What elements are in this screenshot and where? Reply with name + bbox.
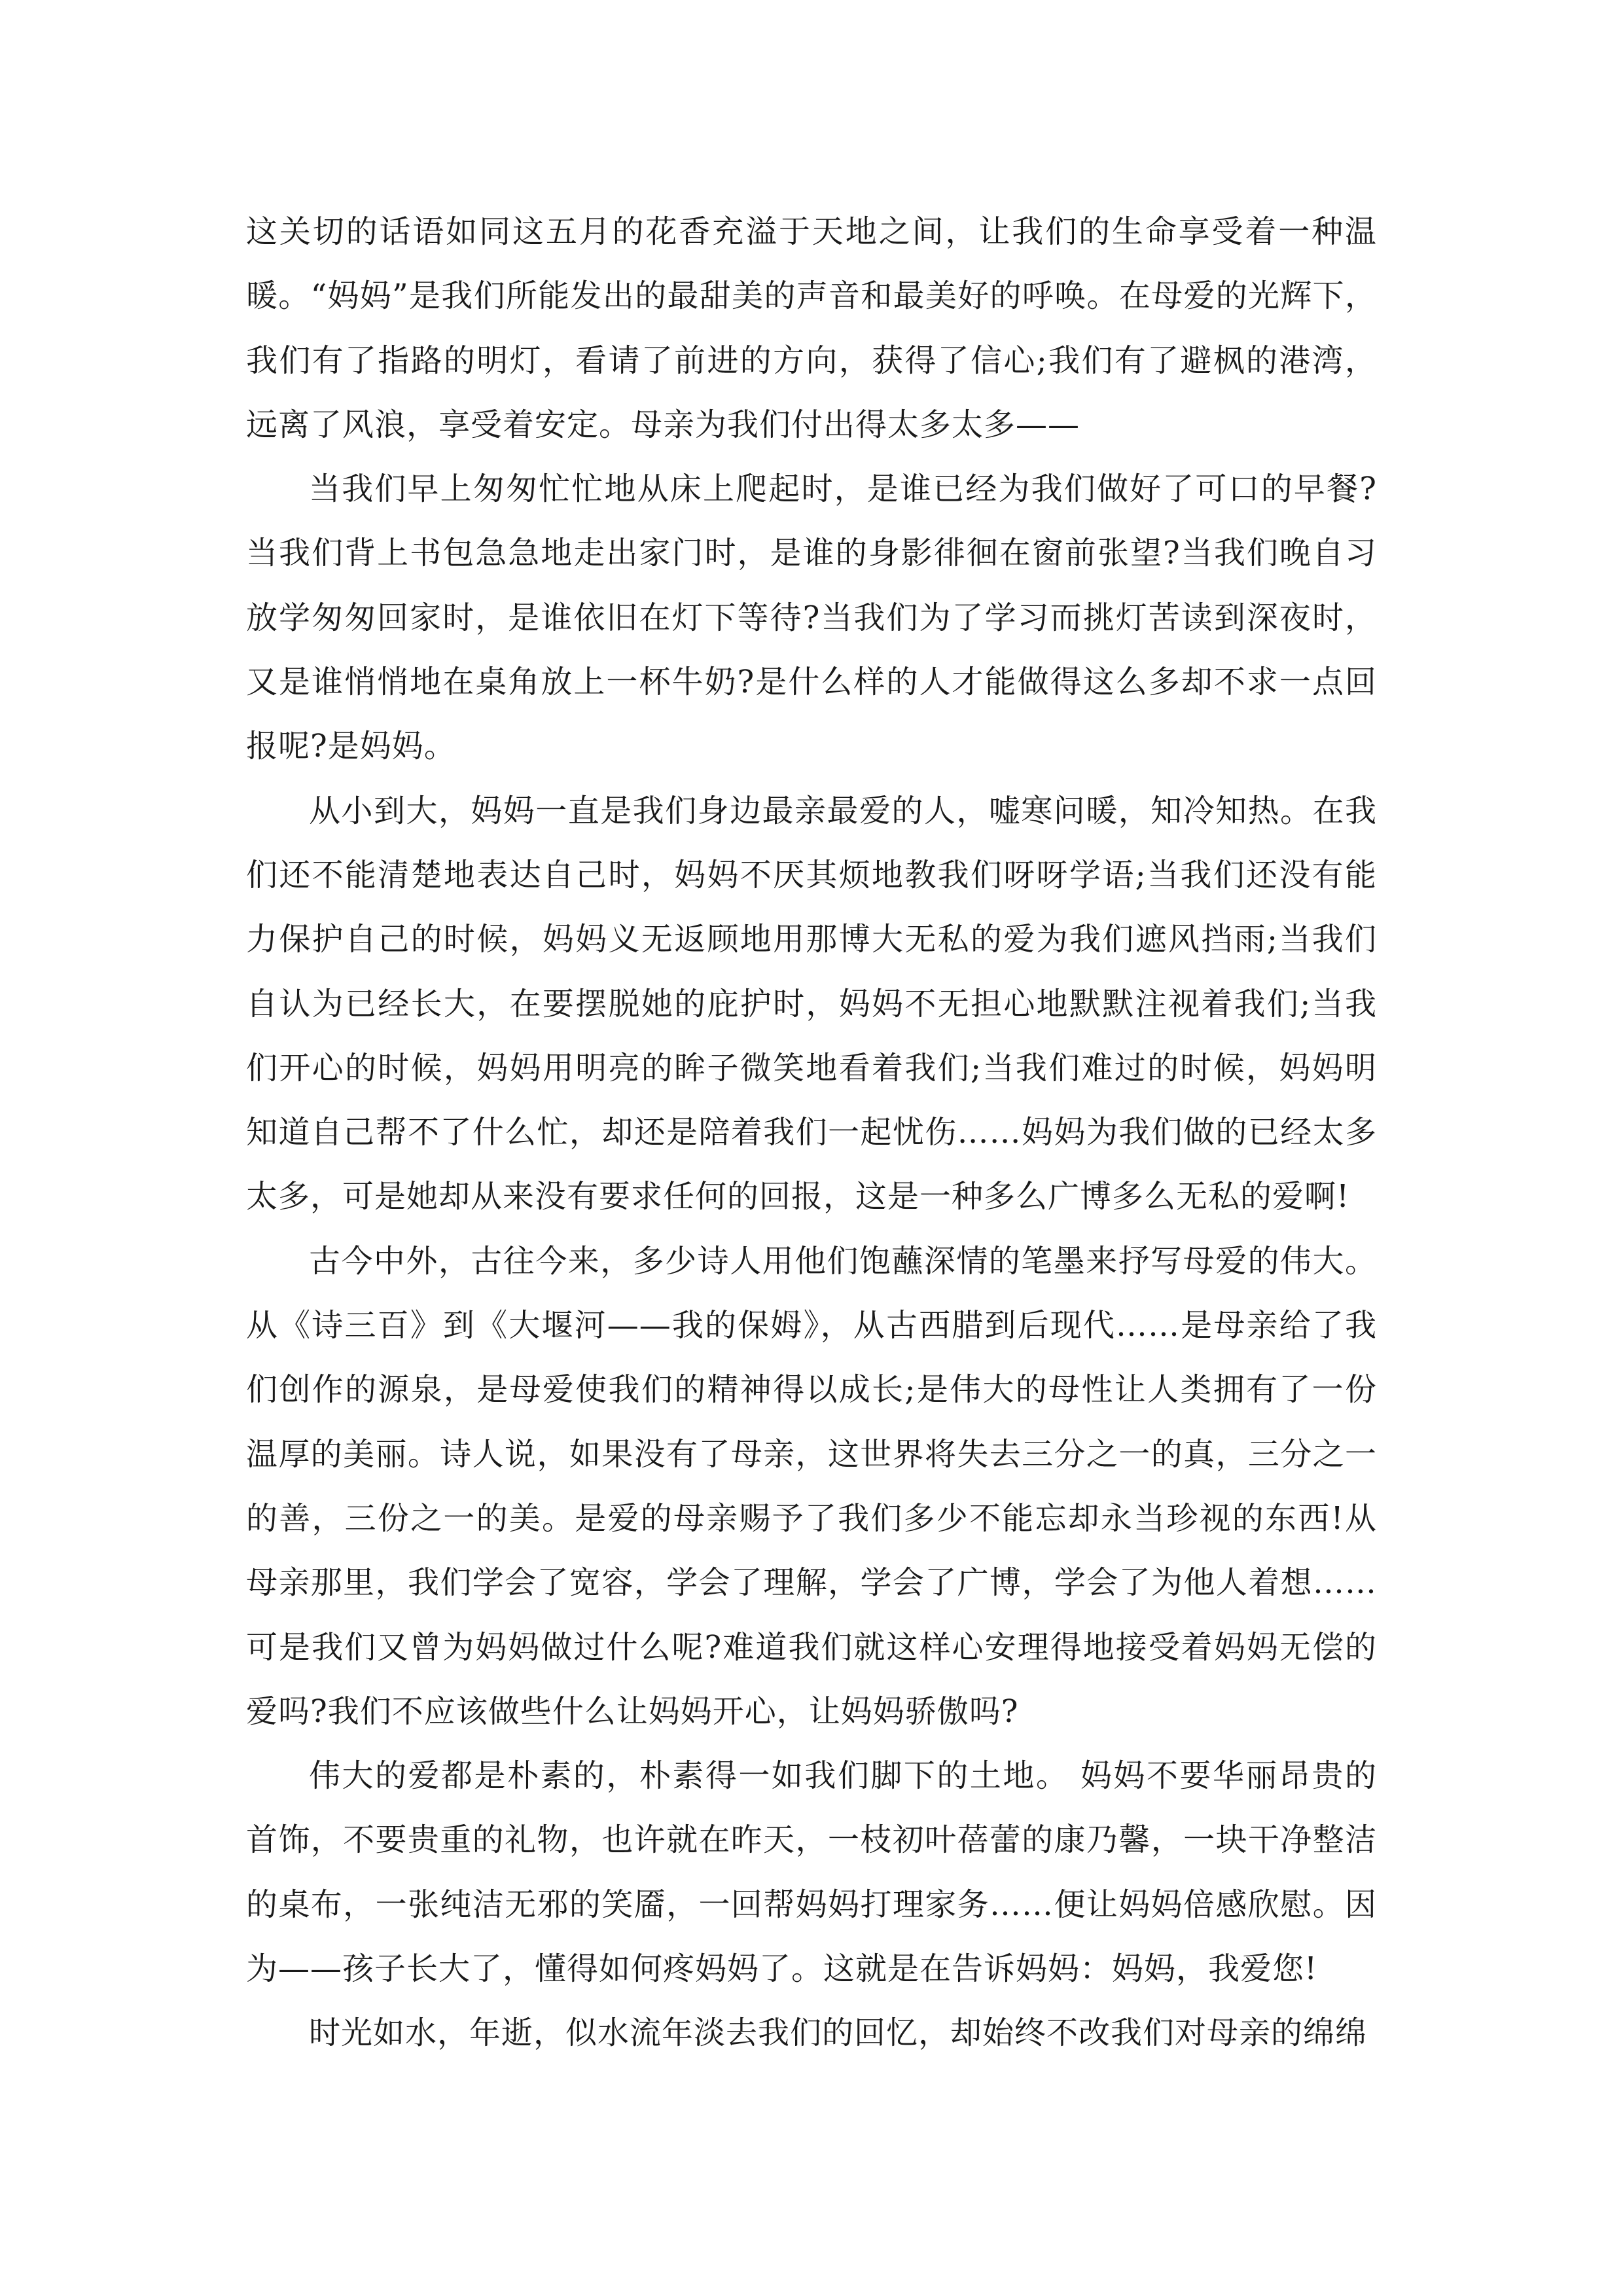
paragraph-2: 当我们早上匆匆忙忙地从床上爬起时，是谁已经为我们做好了可口的早餐?当我们背上书包急急地走出家门时，是谁的身影徘徊在窗前张望?当我们晚自习放学匆匆回家时，是谁依旧在灯下等待?当我们为了学习而挑灯苦读到深夜时，又是谁悄悄地在桌角放上一杯牛奶?是什么样的人才能做得这么多却不求一点回报呢?是妈妈。 bbox=[246, 471, 1377, 765]
paragraph-1: 这关切的话语如同这五月的花香充溢于天地之间，让我们的生命享受着一种温暖。“妈妈”是我们所能发出的最甜美的声音和最美好的呼唤。在母爱的光辉下，我们有了指路的明灯，看请了前进的方向，获得了信心;我们有了避枫的港湾，远离了风浪，享受着安定。母亲为我们付出得太多太多—— bbox=[246, 213, 1377, 443]
paragraph-4: 古今中外，古往今来，多少诗人用他们饱蘸深情的笔墨来抒写母爱的伟大。从《诗三百》到《大堰河——我的保姆》，从古西腊到后现代……是母亲给了我们创作的源泉，是母爱使我们的精神得以成长;是伟大的母性让人类拥有了一份温厚的美丽。诗人说，如果没有了母亲，这世界将失去三分之一的真，三分之一的善，三份之一的美。是爱的母亲赐予了我们多少不能忘却永当珍视的东西!从母亲那里，我们学会了宽容，学会了理解，学会了广博，学会了为他人着想……可是我们又曾为妈妈做过什么呢?难道我们就这样心安理得地接受着妈妈无偿的爱吗?我们不应该做些什么让妈妈开心，让妈妈骄傲吗? bbox=[246, 1242, 1377, 1730]
paragraph-6: 时光如水，年逝，似水流年淡去我们的回忆，却始终不改我们对母亲的绵绵 bbox=[309, 2015, 1368, 2052]
paragraph-5: 伟大的爱都是朴素的，朴素得一如我们脚下的土地。 妈妈不要华丽昂贵的首饰，不要贵重的礼物，也许就在昨天，一枝初叶蓓蕾的康乃馨，一块干净整洁的桌布，一张纯洁无邪的笑靥，一回帮妈妈打理家务……便让妈妈倍感欣慰。因为——孩子长大了，懂得如何疼妈妈了。这就是在告诉妈妈：妈妈，我爱您! bbox=[246, 1757, 1377, 1988]
document-body bbox=[246, 200, 1377, 2066]
paragraph-3: 从小到大，妈妈一直是我们身边最亲最爱的人，嘘寒问暖，知冷知热。在我们还不能清楚地表达自己时，妈妈不厌其烦地教我们呀呀学语;当我们还没有能力保护自己的时候，妈妈义无返顾地用那博大无私的爱为我们遮风挡雨;当我们自认为已经长大，在要摆脱她的庇护时，妈妈不无担心地默默注视着我们;当我们开心的时候，妈妈用明亮的眸子微笑地看着我们;当我们难过的时候，妈妈明知道自己帮不了什么忙，却还是陪着我们一起忧伤……妈妈为我们做的已经太多太多，可是她却从来没有要求任何的回报，这是一种多么广博多么无私的爱啊! bbox=[246, 792, 1377, 1215]
